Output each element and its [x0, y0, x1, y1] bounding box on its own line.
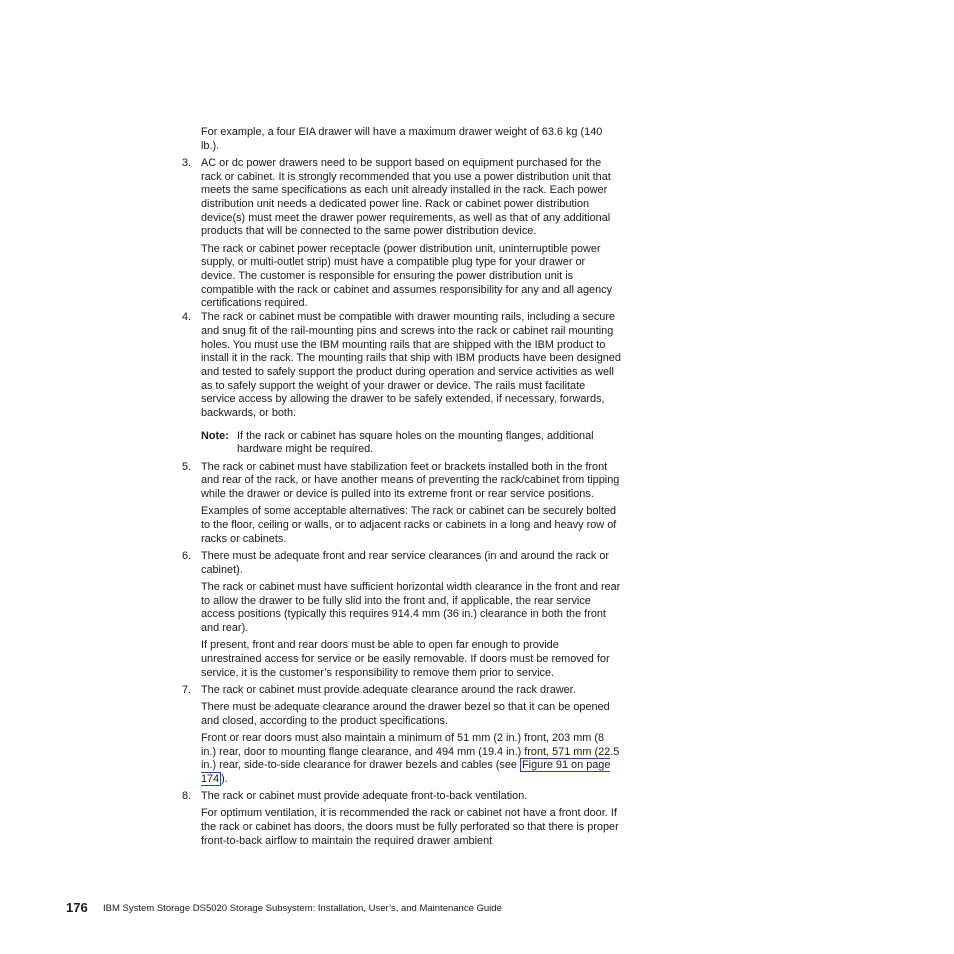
list-item-text: The rack or cabinet must be compatible with drawer mounting rails, including a secure and snug fit of the rail-mounting pins and screws into the rack or cabinet rail mounting holes. You must use the IBM mounting rails that are shipped with the IBM product to install it in the rack. The mounting rails that ship with IBM products have been designed and tested to safely support the product during operation and service activities as well as to safely support the weight of your drawer or device. The rails must facilitate service access by allowing the drawer to be safely extended, if necessary, forwards, backwards, or both.: [201, 311, 621, 420]
document-body: [0, 126, 954, 848]
list-item-text: There must be adequate front and rear service clearances (in and around the rack or cabinet).: [201, 549, 610, 576]
list-number: 3.: [182, 156, 192, 169]
page-number: 176: [66, 900, 88, 915]
paragraph-text: ).: [221, 772, 228, 785]
figure-cross-reference-link[interactable]: Figure 91 on page 174: [201, 759, 611, 785]
list-item-text: The rack or cabinet must have stabilization feet or brackets installed both in the front and rear of the rack, or have another means of preventing the rack/cabinet from tipping while the drawer or device is pulled into its extreme front or rear service positions.: [201, 460, 620, 501]
list-item-3-paragraph-2: The rack or cabinet power receptacle (power distribution unit, uninterruptible power supply, or multi-outlet strip) must have a compatible plug type for your drawer or device. The customer is responsible for ensuring the power distribution unit is compatible with the rack or cabinet and assumes responsibility for any and all agency certifications required.: [201, 242, 613, 310]
list-item-5-paragraph-2: Examples of some acceptable alternatives: The rack or cabinet can be securely bolted to the floor, ceiling or walls, or to adjacent racks or cabinets in a long and heavy row of racks or cabinets.: [201, 505, 617, 545]
list-item-7-paragraph-2: There must be adequate clearance around the drawer bezel so that it can be opened and closed, according to the product specifications.: [201, 700, 610, 727]
list-item-7: [182, 683, 621, 698]
list-number: 4.: [182, 311, 192, 324]
paragraph-text: Front or rear doors must also maintain a minimum of 51 mm (2 in.) front, 203 mm (8 in.) rear, door to mounting flange clearance, and 494 mm (19.4 in.) front, 571 mm (22.5 in.) rear, side-to-side clearance for drawer bezels and cables (see: [201, 731, 620, 772]
list-item-text: The rack or cabinet must provide adequate front-to-back ventilation.: [201, 790, 528, 803]
list-item-7-paragraph-3: [201, 732, 621, 787]
list-number: 7.: [182, 683, 192, 696]
list-number: 6.: [182, 549, 192, 562]
list-item-8: [182, 790, 621, 804]
list-item-text: The rack or cabinet must provide adequate clearance around the rack drawer.: [201, 683, 576, 696]
list-item-6: [182, 549, 621, 577]
list-number: 5.: [182, 460, 192, 473]
intro-paragraph: For example, a four EIA drawer will have a maximum drawer weight of 63.6 kg (140 lb.).: [201, 126, 603, 152]
list-number: 8.: [182, 790, 192, 803]
note-text: If the rack or cabinet has square holes on the mounting flanges, additional hardware might be required.: [237, 429, 594, 456]
list-item-5: [182, 460, 621, 502]
list-item-8-paragraph-2: For optimum ventilation, it is recommended the rack or cabinet not have a front door. If the rack or cabinet has doors, the doors must be fully perforated so that there is proper front-to-back airflow to maintain the required drawer ambient: [201, 807, 619, 847]
footer-title: IBM System Storage DS5020 Storage Subsystem: Installation, User’s, and Maintenance Guide: [103, 903, 502, 914]
list-item-6-paragraph-2: The rack or cabinet must have sufficient horizontal width clearance in the front and rear to allow the drawer to be fully slid into the front and, if applicable, the rear service access positions (typically this requires 914.4 mm (36 in.) clearance in both the front and rear).: [201, 580, 621, 634]
list-item-4: [182, 311, 621, 421]
list-item-text: AC or dc power drawers need to be support based on equipment purchased for the rack or cabinet. It is strongly recommended that you use a power distribution unit that meets the same specifications as each unit already installed in the rack. Each power distribution unit needs a dedicated power line. Rack or cabinet power distribution device(s) must meet the drawer power requirements, as well as that of any additional products that will be connected to the same power distribution device.: [201, 156, 611, 238]
list-item-6-paragraph-3: If present, front and rear doors must be able to open far enough to provide unrestrained access for service or be easily removable. If doors must be removed for service, it is the customer’s responsibility to remove them prior to service.: [201, 639, 610, 679]
list-item-3: [182, 156, 621, 239]
note-label: Note:: [201, 429, 229, 442]
note: [201, 430, 621, 457]
